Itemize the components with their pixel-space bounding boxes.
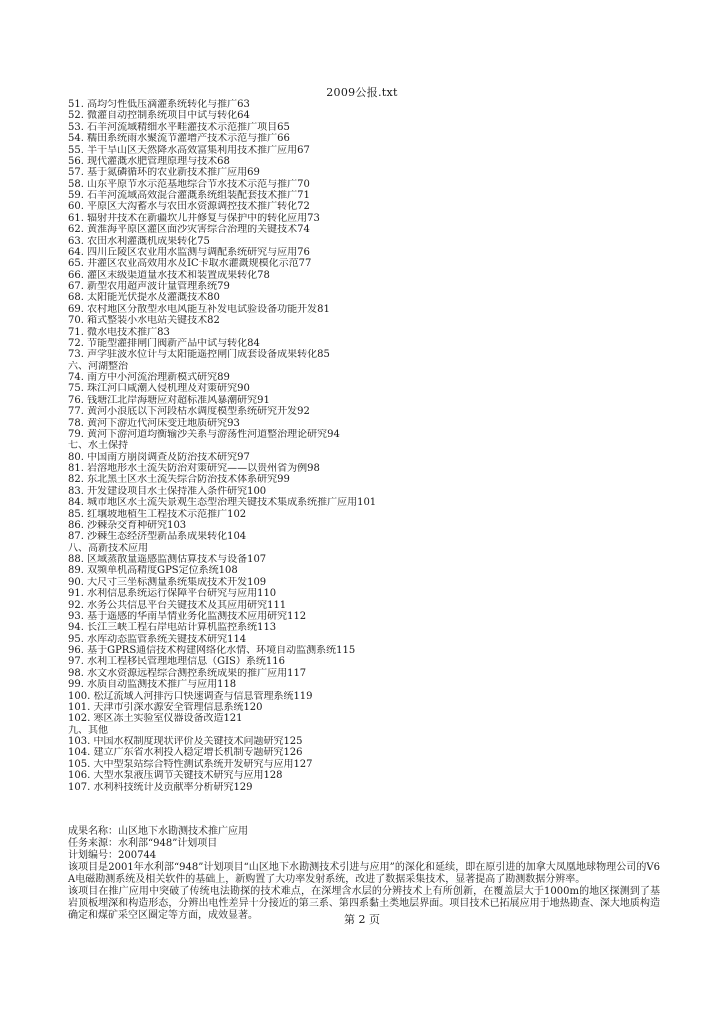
toc-line: 75. 珠江河口咸潮入侵机理及对策研究90 [68,383,250,395]
toc-line: 95. 水库动态监管系统关键技术研究114 [68,633,247,645]
toc-line: 70. 箱式整装小水电站关键技术82 [68,315,220,327]
toc-line: 83. 开发建设项目水土保持准入条件研究100 [68,485,267,497]
toc-line: 九、其他 [68,724,108,736]
toc-line: 72. 节能型灌排闸门阀新产品中试与转化84 [68,337,260,349]
toc-line: 86. 沙棘杂交育种研究103 [68,519,187,531]
toc-line: 51. 高均匀性低压滴灌系统转化与推广63 [68,99,250,110]
page-number: 第 2 页 [344,913,380,926]
page-footer [0,913,724,927]
toc-line: 54. 糯田系统雨水聚流节灌增产技术示范与推广66 [68,133,290,145]
toc-line: 59. 石羊河流域高效混合灌溉系统组装配套技术推广71 [68,190,310,201]
result-name: 成果名称：山区地下水勘测技术推广应用 [68,826,248,837]
toc-line: 56. 现代灌溉水肥管理原理与技术68 [68,155,230,167]
toc-line: 88. 区域蒸散量遥感监测估算技术与设备107 [68,554,267,565]
toc-line: 81. 岩溶地形水土流失防治对策研究——以贵州省为例98 [68,463,320,474]
toc-line: 65. 井灌区农业高效用水及IC卡取水灌溉规模化示范77 [68,258,312,270]
toc-line: 77. 黄河小浪底以下河段枯水调度模型系统研究开发92 [68,406,310,418]
toc-line: 52. 微灌自动控制系统项目中试与转化64 [68,110,250,122]
toc-line: 67. 新型农用超声波计量管理系统79 [68,281,230,292]
page-header [0,86,724,100]
toc-line: 64. 四川丘陵区农业用水监测与调配系统研究与应用76 [68,246,310,258]
toc-line: 102. 寒区冻土实验室仪器设备改造121 [68,713,243,725]
toc-line: 80. 中国南方崩岗调查及防治技术研究97 [68,451,250,463]
toc-line: 57. 基于氮磷循环的农业新技术推广应用69 [68,167,260,179]
result-section [68,826,660,922]
task-source: 任务来源：水利部“948”计划项目 [68,838,218,849]
toc-line: 七、水土保持 [68,440,128,452]
toc-line: 74. 南方中小河流治理新模式研究89 [68,372,230,383]
toc-line: 82. 东北黑土区水土流失综合防治技术体系研究99 [68,474,290,486]
toc-line: 53. 石羊河流域精细水平畦灌技术示范推广项目65 [68,121,290,133]
toc-line: 63. 农田水利灌溉机成果转化75 [68,235,210,247]
toc-line: 93. 基于遥感的华南旱情业务化监测技术应用研究112 [68,610,307,622]
toc-line: 62. 黄淮海平原区灌区面沙灾害综合治理的关键技术74 [68,224,310,236]
toc-line: 104. 建立广东省水利投入稳定增长机制专题研究126 [68,747,303,759]
toc-line: 107. 水利科技统计及贡献率分析研究129 [68,781,253,793]
toc-line: 94. 长江三峡工程右岸电站计算机监控系统113 [68,622,277,634]
toc-line: 73. 声学驻波水位计与太阳能遥控闸门成套设备成果转化85 [68,349,330,361]
toc-line: 96. 基于GPRS通信技术构建网络化水情、环境自动监测系统115 [68,645,356,656]
toc-line: 97. 水利工程移民管理地理信息（GIS）系统116 [68,656,285,668]
toc-line: 66. 灌区末级渠道量水技术和装置成果转化78 [68,269,270,281]
toc-line: 58. 山东平原节水示范基地综合节水技术示范与推广70 [68,178,310,190]
toc-line: 99. 水质自动监测技术推广与应用118 [68,679,237,691]
toc-line: 60. 平原区大沟蓄水与农田水资源调控技术推广转化72 [68,201,310,213]
toc-line: 55. 半干旱山区天然降水高效富集利用技术推广应用67 [68,144,310,156]
description-paragraph-1: 该项目是2001年水利部“948”计划项目“山区地下水勘测技术引进与应用”的深化和延续，即在原引进的加拿大凤凰地球物理公司的V6A电磁勘测系统及相关软件的基础上，新购置了大功率发射系统，改进了数据采集技术，显著提高了勘测数据分辨率。 [68,862,660,885]
table-of-contents [68,99,708,793]
toc-line: 68. 太阳能光伏提水及灌溉技术80 [68,292,220,304]
plan-number: 计划编号：200744 [68,850,157,861]
toc-line: 90. 大尺寸三坐标测量系统集成技术开发109 [68,576,267,588]
toc-line: 103. 中国水权制度现状评价及关键技术问题研究125 [68,736,303,747]
toc-line: 六、河湖整治 [68,360,128,372]
toc-line: 106. 大型水泵液压调节关键技术研究与应用128 [68,770,283,782]
toc-line: 79. 黄河下游河道均衡输沙关系与游荡性河道整治理论研究94 [68,428,340,440]
toc-line: 78. 黄河下游近代河床变迁地质研究93 [68,417,240,429]
toc-line: 105. 大中型泵站综合特性测试系统开发研究与应用127 [68,758,313,770]
toc-line: 85. 红壤坡地植生工程技术示范推广102 [68,508,247,520]
toc-line: 100. 松辽流域入河排污口快速调查与信息管理系统119 [68,690,313,702]
toc-line: 101. 天津市引深水源安全管理信息系统120 [68,701,263,713]
toc-line: 71. 微水电技术推广83 [68,326,170,338]
toc-line: 76. 钱塘江北岸海塘应对超标准风暴潮研究91 [68,394,270,406]
toc-line: 91. 水利信息系统运行保障平台研究与应用110 [68,588,277,600]
toc-line: 84. 城市地区水土流失景观生态型治理关键技术集成系统推广应用101 [68,497,377,509]
toc-line: 92. 水务公共信息平台关键技术及其应用研究111 [68,599,287,611]
toc-line: 八、高新技术应用 [68,542,148,554]
toc-line: 69. 农村地区分散型水电风能互补发电试验设备功能开发81 [68,303,330,315]
toc-line: 98. 水文水资源远程综合测控系统成果的推广应用117 [68,667,307,679]
description-paragraph-2: 该项目在推广应用中突破了传统电法勘探的技术难点，在深埋含水层的分辨技术上有所创新，在覆盖层大于1000m的地区探测到了基岩顶板埋深和构造形态，分辨出电性差异十分接近的第三系、第四系黏土类地层界面。项目技术已拓展应用于地热勘查、深大地质构造确定和煤矿采空区圈定等方面，成效显著。 [68,886,660,921]
file-name: 2009公报.txt [326,86,398,99]
toc-line: 87. 沙棘生态经济型新品系成果转化104 [68,531,247,543]
toc-line: 89. 双频单机高精度GPS定位系统108 [68,565,238,577]
toc-line: 61. 辐射井技术在新疆坎儿井修复与保护中的转化应用73 [68,212,320,224]
